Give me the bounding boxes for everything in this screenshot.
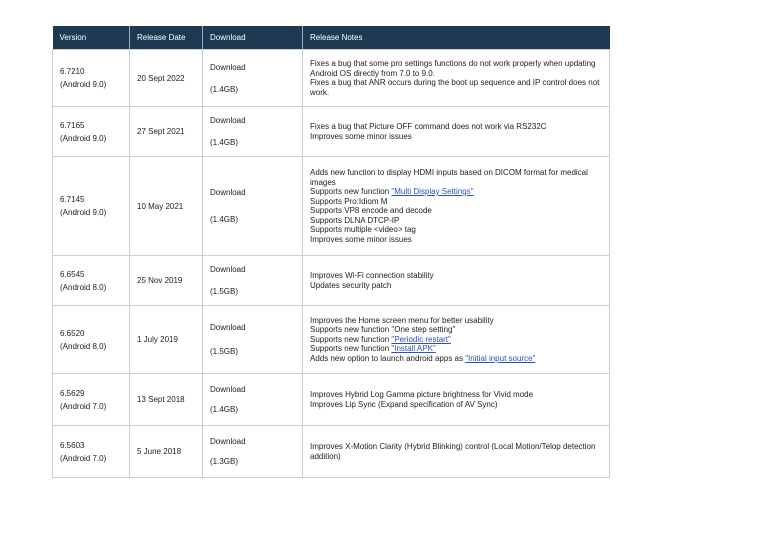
- release-note-text: Supports new function: [310, 344, 392, 354]
- release-date-cell: 1 July 2019: [130, 306, 203, 374]
- release-date-cell: 20 Sept 2022: [130, 50, 203, 107]
- header-release-date: Release Date: [130, 26, 203, 50]
- table-row: [53, 256, 610, 306]
- release-note-line: Improves X-Motion Clarity (Hybrid Blinking) control (Local Motion/Telop detection addition): [310, 442, 596, 461]
- header-release-notes: Release Notes: [303, 26, 610, 50]
- file-size: (1.4GB): [210, 405, 239, 414]
- release-date-cell: 25 Nov 2019: [130, 256, 203, 306]
- android-version: (Android 8.0): [60, 282, 107, 292]
- download-link[interactable]: Download: [210, 437, 246, 446]
- android-version: (Android 9.0): [60, 208, 107, 217]
- release-note-line: [310, 335, 602, 345]
- release-note-line: Fixes a bug that some pro settings functions do not work properly when updating Android OS directly from 7.0 to 9.0.: [310, 59, 596, 78]
- file-size: (1.4GB): [210, 215, 239, 224]
- download-cell: [203, 256, 303, 306]
- table-row: [53, 157, 610, 256]
- download-cell: [203, 426, 303, 478]
- release-note-line: Supports DLNA DTCP-IP: [310, 215, 400, 225]
- table-row: [53, 107, 610, 157]
- release-note-line: Supports new function "One step setting": [310, 325, 456, 335]
- release-table: [52, 26, 610, 478]
- release-note-link[interactable]: "Periodic restart": [391, 334, 451, 344]
- release-notes-cell: [303, 107, 610, 157]
- release-note-line: Adds new function to display HDMI inputs based on DICOM format for medical images: [310, 168, 588, 187]
- table-row: [53, 426, 610, 478]
- release-note-line: Improves the Home screen menu for better usability: [310, 315, 494, 325]
- file-size: (1.4GB): [210, 138, 239, 147]
- release-notes-cell: [303, 50, 610, 107]
- table-row: [53, 306, 610, 374]
- release-note-line: Fixes a bug that Picture OFF command does not work via RS232C: [310, 122, 547, 131]
- table-row: [53, 374, 610, 426]
- android-version: (Android 7.0): [60, 401, 107, 411]
- release-notes-cell: [303, 306, 610, 374]
- release-date-cell: 10 May 2021: [130, 157, 203, 256]
- table-body: [53, 50, 610, 478]
- file-size: (1.4GB): [210, 84, 239, 94]
- header-download: Download: [203, 26, 303, 50]
- release-notes-cell: [303, 157, 610, 256]
- release-note-line: Improves Lip Sync (Expand specification of AV Sync): [310, 399, 498, 409]
- release-note-line: Improves Hybrid Log Gamma picture brightness for Vivid mode: [310, 390, 534, 399]
- release-date-cell: 27 Sept 2021: [130, 107, 203, 157]
- release-note-line: Improves Wi-Fi connection stability: [310, 271, 434, 280]
- download-link[interactable]: Download: [210, 265, 246, 274]
- release-date-cell: 5 June 2018: [130, 426, 203, 478]
- release-note-line: Supports VP8 encode and decode: [310, 206, 432, 215]
- download-link[interactable]: Download: [210, 188, 246, 197]
- version-number: 6.7210: [60, 67, 85, 76]
- release-note-text: Adds new option to launch android apps as: [310, 353, 466, 363]
- release-note-line: Improves some minor issues: [310, 234, 412, 244]
- release-note-link[interactable]: "Multi Display Settings": [391, 187, 474, 196]
- table-row: [53, 50, 610, 107]
- version-number: 6.5629: [60, 388, 85, 398]
- release-note-text: Supports new function: [310, 334, 392, 344]
- version-cell: [53, 306, 130, 374]
- version-cell: [53, 374, 130, 426]
- download-cell: [203, 306, 303, 374]
- release-note-line: Improves some minor issues: [310, 131, 412, 141]
- download-cell: [203, 50, 303, 107]
- header-version: Version: [53, 26, 130, 50]
- release-note-line: Supports Pro:Idiom M: [310, 196, 388, 206]
- version-cell: [53, 50, 130, 107]
- download-link[interactable]: Download: [210, 385, 246, 394]
- release-note-line: Supports multiple <video> tag: [310, 225, 416, 234]
- version-cell: [53, 157, 130, 256]
- release-note-line: [310, 187, 602, 197]
- file-size: (1.3GB): [210, 457, 239, 466]
- release-note-line: Fixes a bug that ANR occurs during the boot up sequence and IP control does not work.: [310, 78, 600, 97]
- version-number: 6.6545: [60, 269, 85, 279]
- table-header: [53, 26, 610, 50]
- android-version: (Android 9.0): [60, 80, 107, 89]
- android-version: (Android 8.0): [60, 341, 107, 351]
- release-note-text: Supports new function: [310, 187, 392, 196]
- header-row: [53, 26, 610, 50]
- release-notes-cell: [303, 256, 610, 306]
- version-cell: [53, 426, 130, 478]
- release-note-line: Updates security patch: [310, 280, 392, 290]
- android-version: (Android 7.0): [60, 453, 107, 463]
- download-cell: [203, 107, 303, 157]
- release-note-line: [310, 344, 602, 354]
- release-notes-cell: [303, 426, 610, 478]
- release-note-link[interactable]: "Initial input source": [465, 353, 536, 363]
- android-version: (Android 9.0): [60, 133, 107, 143]
- version-number: 6.6520: [60, 328, 85, 338]
- version-number: 6.5603: [60, 440, 85, 450]
- file-size: (1.5GB): [210, 287, 239, 296]
- release-note-link[interactable]: "Install APK": [391, 344, 436, 354]
- release-note-line: [310, 354, 602, 364]
- download-link[interactable]: Download: [210, 323, 246, 332]
- version-cell: [53, 107, 130, 157]
- release-date-cell: 13 Sept 2018: [130, 374, 203, 426]
- version-number: 6.7145: [60, 195, 85, 204]
- version-number: 6.7165: [60, 120, 85, 130]
- version-cell: [53, 256, 130, 306]
- download-cell: [203, 157, 303, 256]
- release-notes-cell: [303, 374, 610, 426]
- file-size: (1.5GB): [210, 347, 239, 356]
- download-link[interactable]: Download: [210, 116, 246, 125]
- download-cell: [203, 374, 303, 426]
- download-link[interactable]: Download: [210, 62, 246, 72]
